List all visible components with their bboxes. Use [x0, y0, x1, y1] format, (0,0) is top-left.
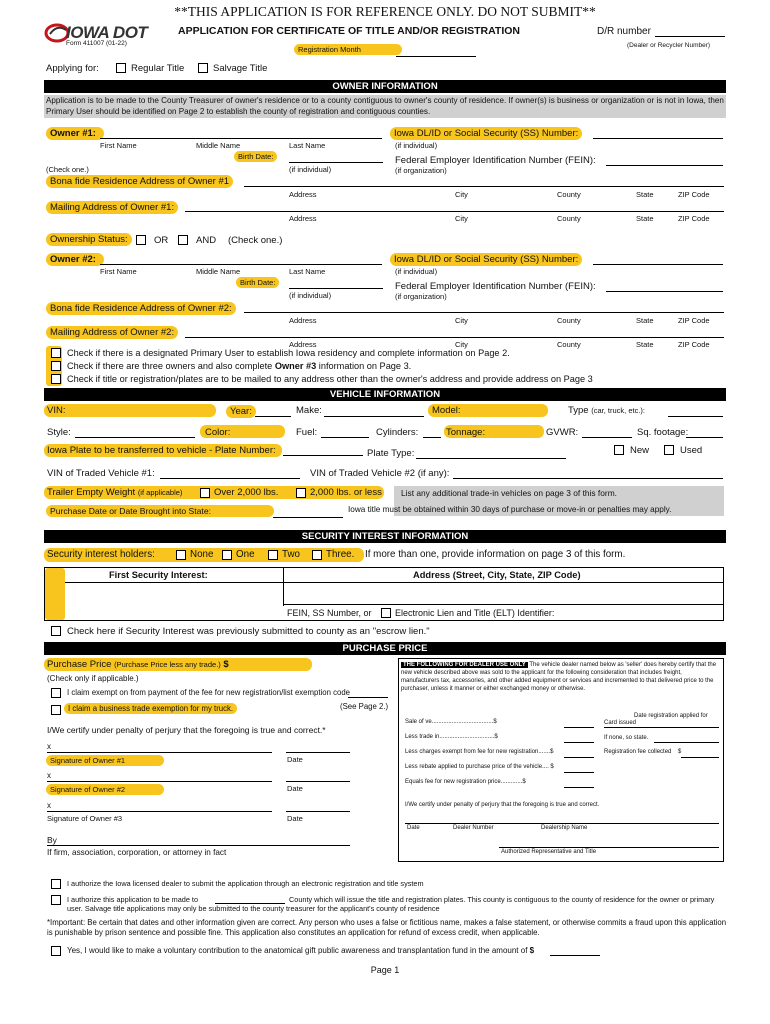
dr-number-input[interactable]	[655, 36, 725, 37]
security-table-rule	[65, 582, 723, 583]
home-input[interactable]	[654, 742, 719, 743]
trade-exempt-checkbox[interactable]	[51, 705, 61, 715]
owner-intro-text: Application is to be made to the County Treasurer of owner's residence or to a county contiguous to owner's county of residence. If owner(s) is business or organization or is not in Iowa, then Primary User should be identified on Page 2 to establish the county of registration and contiguous counties.	[44, 95, 726, 118]
authorize-county-a: I authorize this application to be made to	[67, 895, 199, 904]
plate-used-checkbox[interactable]	[664, 445, 674, 455]
owner1-birth-date-input[interactable]	[289, 162, 383, 163]
owner2-fein-input[interactable]	[606, 291, 723, 292]
reg-fee-dollar: $	[678, 749, 682, 755]
plate-new-checkbox[interactable]	[614, 445, 624, 455]
security-table-rule2	[283, 604, 723, 605]
owner-information-header: OWNER INFORMATION	[44, 80, 726, 93]
owner2-if-organization: (if organization)	[395, 292, 447, 301]
dealer-sale: Sale of ve.....................................$	[405, 719, 497, 725]
owner2-mail-address-caption: Address	[289, 340, 317, 349]
page-number: Page 1	[370, 965, 400, 975]
purchase-date-label: Purchase Date or Date Brought into State:	[46, 505, 274, 517]
dealer-use-box	[398, 658, 724, 862]
regular-title-checkbox[interactable]	[116, 63, 126, 73]
make-label: Make:	[296, 405, 322, 416]
owner2-mail-zip-caption: ZIP Code	[678, 340, 710, 349]
see-page-text: (See Page 2.)	[340, 702, 389, 711]
vin-traded2-label: VIN of Traded Vehicle #2 (if any):	[310, 468, 450, 479]
trailer-hint: (if applicable)	[137, 488, 183, 497]
plate-type-input[interactable]	[416, 458, 566, 459]
owner2-birth-date-label: Birth Date:	[236, 277, 279, 288]
sig3-date-input[interactable]	[286, 811, 350, 812]
owner1-res-address-caption: Address	[289, 190, 317, 199]
reg-fee-input[interactable]	[681, 757, 719, 758]
security-one-checkbox[interactable]	[222, 550, 232, 560]
owner2-name-input[interactable]	[100, 264, 382, 265]
gvwr-label: GVWR:	[546, 427, 579, 438]
sig2-x: x	[47, 771, 51, 780]
year-input[interactable]	[255, 416, 291, 417]
owner1-mail-address-caption: Address	[289, 214, 317, 223]
salvage-title-label: Salvage Title	[213, 63, 268, 74]
date-reg-label: Date registration applied for	[634, 713, 708, 719]
trailer-under-label: 2,000 lbs. or less	[310, 487, 382, 498]
security-none-checkbox[interactable]	[176, 550, 186, 560]
owner1-fein-label: Federal Employer Identification Number (FEIN):	[395, 155, 596, 166]
security-two-checkbox[interactable]	[268, 550, 278, 560]
signature-owner1-label: Signature of Owner #1	[46, 755, 164, 766]
owner2-dl-ss-label: Iowa DL/ID or Social Security (SS) Number:	[390, 253, 582, 266]
gvwr-input[interactable]	[582, 437, 632, 438]
owner2-if-individual: (if individual)	[289, 291, 332, 300]
authorized-rep-label: Authorized Representative and Title	[501, 849, 597, 855]
make-input[interactable]	[324, 416, 424, 417]
registration-month-input[interactable]	[396, 56, 476, 57]
logo-text: IOWA DOT	[66, 23, 148, 42]
owner1-dl-ss-input[interactable]	[593, 138, 723, 139]
purchase-price-dollar: $	[223, 659, 229, 670]
vehicle-information-header: VEHICLE INFORMATION	[44, 388, 726, 401]
dealer-equals-input[interactable]	[564, 787, 594, 788]
owner2-mail-city-caption: City	[455, 340, 468, 349]
dealer-trade-input[interactable]	[564, 742, 594, 743]
three-owners-checkbox[interactable]	[51, 361, 61, 371]
cylinders-input[interactable]	[423, 437, 441, 438]
dealer-rebate-input[interactable]	[564, 772, 594, 773]
dealer-sale-input[interactable]	[564, 727, 594, 728]
type-label-text: Type	[568, 405, 589, 416]
signature-owner1-input[interactable]	[47, 752, 272, 753]
elt-label: Electronic Lien and Title (ELT) Identifier:	[395, 608, 555, 618]
form-title: APPLICATION FOR CERTIFICATE OF TITLE AND/OR REGISTRATION	[178, 25, 521, 37]
regular-title-label: Regular Title	[131, 63, 185, 74]
security-interest-table	[44, 567, 724, 621]
dealer-charges: Less charges exempt from fee for new registration.......$	[405, 749, 554, 755]
card-issued-input[interactable]	[604, 727, 719, 728]
ownership-and-label: AND	[196, 235, 217, 246]
fuel-label: Fuel:	[296, 427, 318, 438]
owner1-name-input[interactable]	[100, 138, 382, 139]
dealer-trade: Less trade in.................................$	[405, 734, 498, 740]
anatomical-gift-dollar: $	[529, 946, 535, 955]
mail-other-checkbox[interactable]	[51, 374, 61, 384]
owner2-first-name-caption: First Name	[100, 267, 137, 276]
check-applicable-text: (Check only if applicable.)	[47, 674, 139, 683]
sig1-x: x	[47, 742, 51, 751]
attorney-in-fact-input[interactable]	[47, 845, 350, 846]
exemption-code-input[interactable]	[348, 697, 388, 698]
anatomical-gift-checkbox[interactable]	[51, 946, 61, 956]
owner1-if-individual: (if individual)	[289, 165, 332, 174]
plate-transfer-label: Iowa Plate to be transferred to vehicle - Plate Number:	[47, 445, 276, 456]
owner1-mail-zip-caption: ZIP Code	[678, 214, 710, 223]
fein-ss-label: FEIN, SS Number, or	[287, 608, 372, 618]
owner1-res-zip-caption: ZIP Code	[678, 190, 710, 199]
card-issued-label: Card issued	[604, 720, 637, 726]
owner1-residence-input[interactable]	[244, 186, 724, 187]
owner2-mailing-label: Mailing Address of Owner #2:	[46, 326, 178, 339]
authorized-rep-line[interactable]	[499, 847, 719, 848]
dealer-number-label: (Dealer or Recycler Number)	[627, 42, 711, 49]
reg-fee-text: Registration fee collected	[604, 749, 672, 755]
owner1-first-name-caption: First Name	[100, 141, 137, 150]
owner1-res-city-caption: City	[455, 190, 468, 199]
owner2-residence-input[interactable]	[244, 312, 724, 313]
authorize-county-checkbox[interactable]	[51, 895, 61, 905]
owner2-middle-name-caption: Middle Name	[196, 267, 241, 276]
owner2-res-county-caption: County	[557, 316, 581, 325]
owner1-mail-county-caption: County	[557, 214, 581, 223]
owner2-birth-date-input[interactable]	[289, 288, 383, 289]
applying-for-label: Applying for:	[46, 63, 99, 74]
anatomical-gift-text	[67, 946, 534, 955]
anatomical-gift-label: Yes, I would like to make a voluntary contribution to the anatomical gift public awareness and transplantation fund in the amount of	[67, 946, 528, 955]
sig2-date-input[interactable]	[286, 781, 350, 782]
trailer-under-checkbox[interactable]	[296, 488, 306, 498]
plate-number-input[interactable]	[283, 455, 363, 456]
certify-text: I/We certify under penalty of perjury that the foregoing is true and correct.*	[47, 725, 326, 735]
purchase-price-hint: (Purchase Price less any trade.)	[114, 660, 221, 669]
purchase-date-input[interactable]	[273, 517, 343, 518]
plate-used-label: Used	[680, 445, 703, 456]
trailer-weight-text: Trailer Empty Weight	[47, 487, 136, 498]
additional-trade-text: List any additional trade-in vehicles on page 3 of this form.	[401, 488, 618, 498]
owner2-res-address-caption: Address	[289, 316, 317, 325]
security-interest-header: SECURITY INTEREST INFORMATION	[44, 530, 726, 543]
important-notice: *Important: Be certain that dates and other information given are correct. Any person who uses a false or fictitious name, makes a false statement, or otherwise commits a fraud upon this application is punishable by prison sentence and possible fine. This application also constitutes an application for refund of excess credit, when applicable.	[47, 918, 727, 937]
security-none-label: None	[190, 549, 214, 560]
style-input[interactable]	[75, 437, 195, 438]
security-table-highlight	[45, 568, 65, 620]
owner1-mail-city-caption: City	[455, 214, 468, 223]
firm-text: If firm, association, corporation, or attorney in fact	[47, 848, 227, 857]
primary-user-checkbox[interactable]	[51, 348, 61, 358]
sq-footage-input[interactable]	[686, 437, 723, 438]
ownership-or-label: OR	[154, 235, 169, 246]
security-three-label: Three.	[326, 549, 355, 560]
owner1-birth-date-label: Birth Date:	[234, 151, 277, 162]
authorize-dealer-checkbox[interactable]	[51, 879, 61, 889]
sig1-date-input[interactable]	[286, 752, 350, 753]
plate-new-label: New	[630, 445, 650, 456]
owner2-bona-fide-label: Bona fide Residence Address of Owner #2:	[46, 302, 236, 315]
color-label: Color:	[205, 427, 231, 438]
first-security-interest-label: First Security Interest:	[109, 570, 208, 580]
exempt-fee-text: I claim exempt on from payment of the fee for new registration/list exemption code	[67, 688, 350, 697]
ownership-or-checkbox[interactable]	[136, 235, 146, 245]
owner1-mailing-input[interactable]	[185, 211, 724, 212]
owner2-mailing-input[interactable]	[185, 337, 724, 338]
signature-owner2-input[interactable]	[47, 781, 272, 782]
owner1-if-organization: (if organization)	[395, 166, 447, 175]
owner1-res-county-caption: County	[557, 190, 581, 199]
security-table-divider	[283, 568, 284, 606]
year-label: Year:	[226, 405, 256, 418]
vin-highlight	[44, 404, 216, 417]
anatomical-gift-amount-input[interactable]	[550, 955, 600, 956]
owner1-check-one: (Check one.)	[46, 165, 89, 174]
registration-month-label: Registration Month	[294, 44, 402, 55]
dealership-name-label: Dealership Name	[541, 825, 588, 831]
primary-user-text: Check if there is a designated Primary User to establish Iowa residency and complete information on Page 2.	[67, 348, 510, 358]
owner1-res-state-caption: State	[636, 190, 654, 199]
owner2-mail-county-caption: County	[557, 340, 581, 349]
three-owners-text-b: Owner #3	[274, 361, 317, 371]
ownership-status-text: Ownership Status:	[46, 233, 132, 246]
home-label: If none, so state.	[604, 735, 649, 741]
security-two-label: Two	[282, 549, 300, 560]
sq-footage-label: Sq. footage:	[637, 427, 689, 438]
tonnage-label: Tonnage:	[446, 427, 486, 438]
style-label: Style:	[47, 427, 71, 438]
ownership-check-one: (Check one.)	[228, 235, 283, 246]
owner2-label: Owner #2:	[46, 253, 104, 266]
dealer-signature-line[interactable]	[405, 823, 719, 824]
dealer-number-label: Dealer Number	[453, 825, 494, 831]
type-input[interactable]	[668, 416, 723, 417]
security-three-checkbox[interactable]	[312, 550, 322, 560]
owner2-last-name-caption: Last Name	[289, 267, 326, 276]
reference-banner: **THIS APPLICATION IS FOR REFERENCE ONLY. DO NOT SUBMIT**	[174, 4, 596, 19]
dealer-date-label: Date	[407, 825, 420, 831]
form-number: Form 411007 (01-22)	[66, 40, 127, 47]
dealer-certify: I/We certify under penalty of perjury that the foregoing is true and correct.	[405, 802, 600, 808]
three-owners-text-a: Check if there are three owners and also complete	[67, 361, 275, 371]
purchase-price-text: Purchase Price	[47, 659, 112, 670]
sig1-date-label: Date	[287, 755, 303, 764]
mail-other-text: Check if title or registration/plates are to be mailed to any address other than the owner's address and provide address on Page 3	[67, 374, 593, 384]
trailer-over-label: Over 2,000 lbs.	[214, 487, 279, 498]
dealer-equals: Equals fee for new registration price.............$	[405, 779, 526, 785]
owner1-middle-name-caption: Middle Name	[196, 141, 241, 150]
owner1-bona-fide-label: Bona fide Residence Address of Owner #1	[46, 175, 233, 188]
type-hint: (car, truck, etc.):	[591, 406, 646, 415]
purchase-price-header: PURCHASE PRICE	[44, 642, 726, 655]
owner2-dl-if-individual: (if individual)	[395, 267, 438, 276]
trailer-weight-label	[47, 487, 182, 498]
owner1-mailing-label: Mailing Address of Owner #1:	[46, 201, 178, 214]
three-owners-text-c: information on Page 3.	[316, 361, 412, 371]
type-label	[568, 405, 645, 416]
exempt-fee-checkbox[interactable]	[51, 688, 61, 698]
owner2-dl-ss-input[interactable]	[593, 264, 723, 265]
dealer-charges-input[interactable]	[564, 757, 594, 758]
trade-exempt-text: I claim a business trade exemption for my truck.	[64, 703, 237, 714]
plate-type-label: Plate Type:	[367, 448, 415, 459]
owner2-res-city-caption: City	[455, 316, 468, 325]
security-more-text: If more than one, provide information on page 3 of this form.	[365, 549, 626, 560]
vin-traded1-label: VIN of Traded Vehicle #1:	[47, 468, 155, 479]
dealer-body: The vehicle dealer named below as 'seller' does hereby certify that the new vehicle described above was sold to the applicant for the following consideration that includes freight, manufacturers tax, accessories, and other added equipment or services and incremented to that delivered price to the purchaser, unless it manner or either exchanged money or otherwise.	[401, 662, 717, 692]
elt-checkbox[interactable]	[381, 608, 391, 618]
vin-label: VIN:	[47, 405, 66, 416]
ownership-and-checkbox[interactable]	[178, 235, 188, 245]
cylinders-label: Cylinders:	[376, 427, 419, 438]
security-holders-label: Security interest holders:	[47, 549, 155, 560]
salvage-title-checkbox[interactable]	[198, 63, 208, 73]
signature-owner3-label: Signature of Owner #3	[47, 814, 123, 823]
purchase-price-label	[47, 659, 229, 670]
dealer-rebate: Less rebate applied to purchase price of the vehicle.... $	[405, 764, 554, 770]
authorize-dealer-text: I authorize the Iowa licensed dealer to submit the application through an electronic registration and title system	[67, 879, 424, 888]
owner2-res-state-caption: State	[636, 316, 654, 325]
model-label: Model:	[432, 405, 461, 416]
owner2-mail-state-caption: State	[636, 340, 654, 349]
dr-number-label: D/R number	[597, 26, 651, 37]
security-address-label: Address (Street, City, State, ZIP Code)	[413, 570, 581, 580]
dealer-tag: THE FOLLOWING FOR DEALER USE ONLY	[403, 662, 526, 668]
owner1-dl-if-individual: (if individual)	[395, 141, 438, 150]
signature-owner3-input[interactable]	[47, 811, 272, 812]
escrow-lien-checkbox[interactable]	[51, 626, 61, 636]
three-owners-text	[67, 361, 411, 371]
owner1-fein-input[interactable]	[606, 165, 723, 166]
owner1-dl-ss-label: Iowa DL/ID or Social Security (SS) Number:	[390, 127, 582, 140]
dealer-text	[401, 661, 719, 693]
owner2-fein-label: Federal Employer Identification Number (FEIN):	[395, 281, 596, 292]
escrow-lien-text: Check here if Security Interest was previously submitted to county as an "escrow lien."	[67, 626, 430, 637]
sig3-x: x	[47, 801, 51, 810]
security-one-label: One	[236, 549, 255, 560]
sig2-date-label: Date	[287, 784, 303, 793]
authorize-county-b: County which will issue the title and registration plates. This county is contiguous to the county of residence for the owner or primary user. Salvage title applications may only be submitted to the county treasurer for the applicant's county of residence	[67, 895, 715, 913]
vin-traded2-input[interactable]	[453, 478, 723, 479]
owner2-res-zip-caption: ZIP Code	[678, 316, 710, 325]
trailer-over-checkbox[interactable]	[200, 488, 210, 498]
sig3-date-label: Date	[287, 814, 303, 823]
signature-owner2-label: Signature of Owner #2	[46, 784, 164, 795]
vin-traded1-input[interactable]	[160, 478, 300, 479]
fuel-input[interactable]	[321, 437, 369, 438]
by-label: By	[47, 835, 57, 845]
owner1-label: Owner #1:	[46, 127, 104, 140]
owner1-last-name-caption: Last Name	[289, 141, 326, 150]
owner1-mail-state-caption: State	[636, 214, 654, 223]
iowa-title-notice: Iowa title must be obtained within 30 days of purchase or move-in or penalties may apply.	[348, 505, 672, 514]
ownership-status-label	[46, 234, 132, 245]
reg-fee-label	[604, 749, 681, 755]
